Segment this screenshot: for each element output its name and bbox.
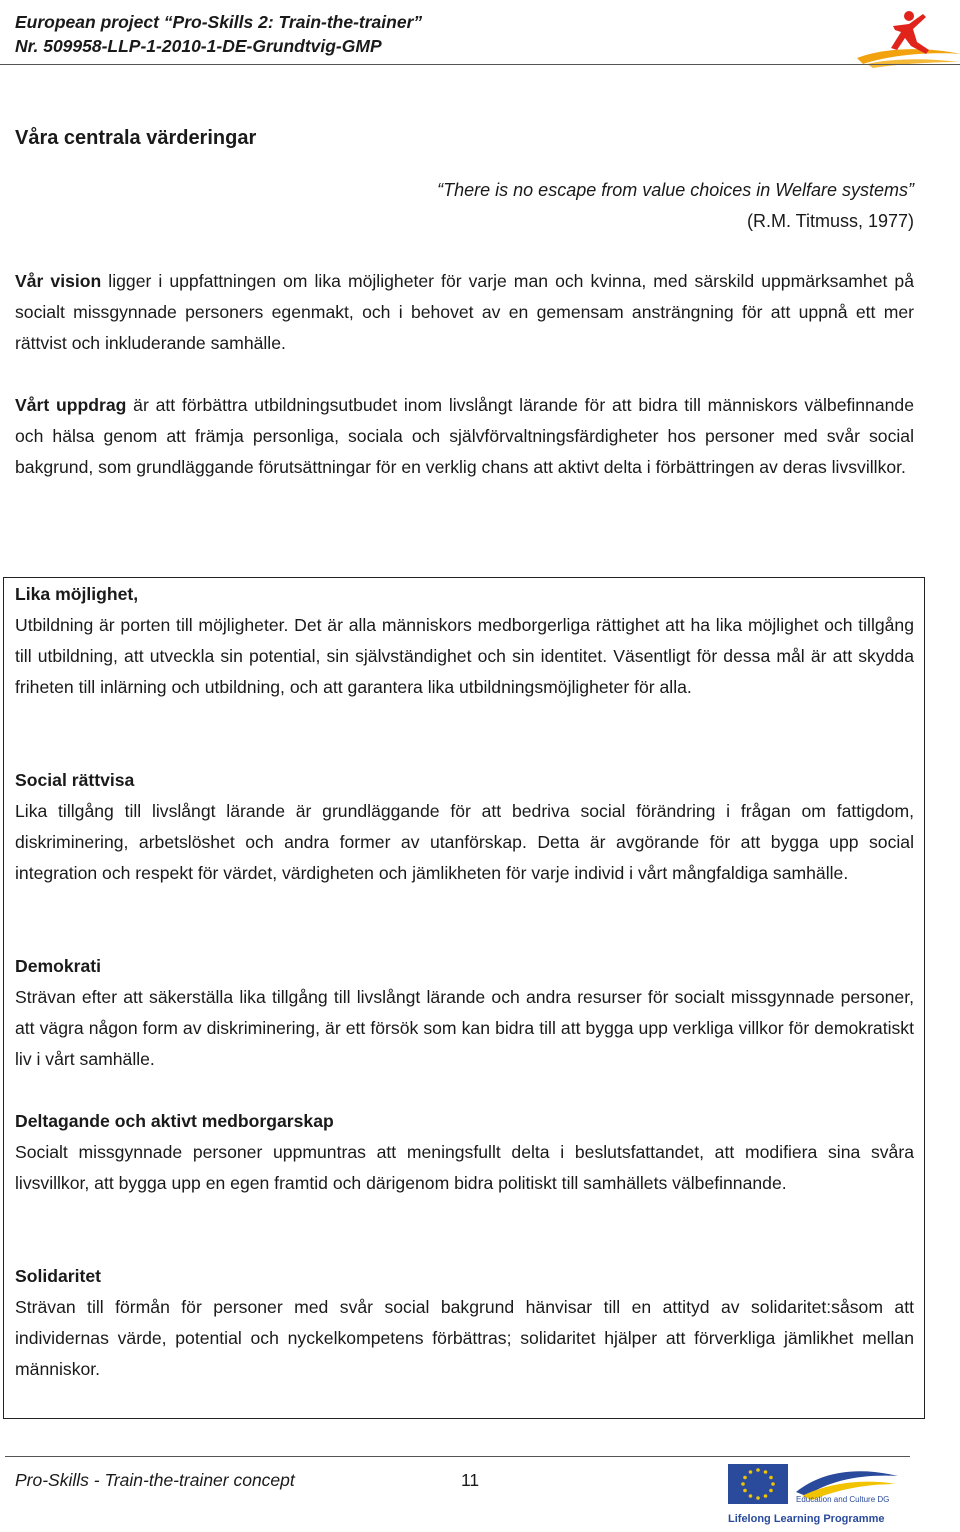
vision-lead: Vår vision — [15, 271, 102, 291]
value-section-equal-opportunity — [15, 579, 914, 703]
page-title: Våra centrala värderingar — [15, 127, 257, 149]
quote-text: “There is no escape from value choices in Welfare systems” — [437, 180, 914, 200]
pro-skills-figure-logo-icon — [853, 8, 960, 68]
mission-paragraph — [15, 390, 914, 483]
project-number: Nr. 509958-LLP-1-2010-1-DE-Grundtvig-GMP — [15, 36, 382, 56]
eu-caption-1: Education and Culture DG — [796, 1495, 890, 1504]
vision-text: ligger i uppfattningen om lika möjligheter för varje man och kvinna, med särskild uppmärksamhet på socialt missgynnade personers egenmakt, och i behovet av en gemensam ansträngning för att uppnå ett mer rättvist och inkluderande samhälle. — [15, 271, 914, 353]
mission-lead: Vårt uppdrag — [15, 395, 127, 415]
footer-divider — [5, 1456, 910, 1457]
value-text: Socialt missgynnade personer uppmuntras att meningsfullt delta i beslutsfattandet, att modifiera sina svåra livsvillkor, att bygga upp en egen framtid och därigenom bidra politiskt till samhällets välbefinnande. — [15, 1142, 914, 1193]
vision-paragraph — [15, 266, 914, 359]
value-section-participation — [15, 1106, 914, 1199]
value-section-democracy — [15, 951, 914, 1075]
project-title: European project “Pro-Skills 2: Train-the-trainer” — [15, 12, 423, 32]
value-text: Lika tillgång till livslångt lärande är grundläggande för att bedriva social förändring i frågan om fattigdom, diskriminering, arbetslöshet och andra former av utanförskap. Detta är avgörande för att bygga upp social integration och respekt för värdet, värdigheten och jämlikheten för varje individ i vårt mångfaldiga samhälle. — [15, 801, 914, 883]
value-title: Deltagande och aktivt medborgarskap — [15, 1111, 334, 1131]
value-section-social-justice — [15, 765, 914, 889]
footer-concept-label: Pro-Skills - Train-the-trainer concept — [15, 1470, 295, 1490]
value-title: Lika möjlighet, — [15, 584, 139, 604]
value-text: Strävan efter att säkerställa lika tillgång till livslångt lärande och andra resurser för socialt missgynnade personer, att vägra någon form av diskriminering, är ett försök som kan bidra till att bygga upp verkliga villkor för demokratiskt liv i vårt samhälle. — [15, 987, 914, 1069]
mission-text: är att förbättra utbildningsutbudet inom livslångt lärande för att bidra till människors välbefinnande och hälsa genom att främja personliga, sociala och självförvaltningsfärdigheter hos personer med svår social bakgrund, som grundläggande förutsättningar för en verklig chans att aktivt delta i förbättringen av deras livsvillkor. — [15, 395, 914, 477]
value-text: Strävan till förmån för personer med svår social bakgrund hänvisar till en attityd av solidaritet:såsom att individernas värde, potential och nyckelkompetens förbättras; solidaritet hjälper att förverkliga jämlikhet mellan människor. — [15, 1297, 914, 1379]
eu-caption-2: Lifelong Learning Programme — [728, 1513, 885, 1525]
page-header — [15, 8, 955, 66]
value-title: Demokrati — [15, 956, 102, 976]
value-section-solidarity — [15, 1261, 914, 1385]
eu-lifelong-learning-logo-icon — [726, 1462, 902, 1526]
value-text: Utbildning är porten till möjligheter. Det är alla människors medborgerliga rättighet att ha lika möjlighet och tillgång till utbildning, att utveckla sin potential, sin självständighet och sin identitet. Väsentligt för dessa mål är att skydda friheten till inlärning och utbildning, och att garantera lika utbildningsmöjligheter för alla. — [15, 615, 914, 697]
quote-attribution: (R.M. Titmuss, 1977) — [746, 211, 914, 231]
value-title: Social rättvisa — [15, 770, 135, 790]
header-divider — [0, 64, 960, 65]
page-number: 11 — [461, 1470, 480, 1490]
value-title: Solidaritet — [15, 1266, 102, 1286]
quote-block — [437, 175, 914, 237]
